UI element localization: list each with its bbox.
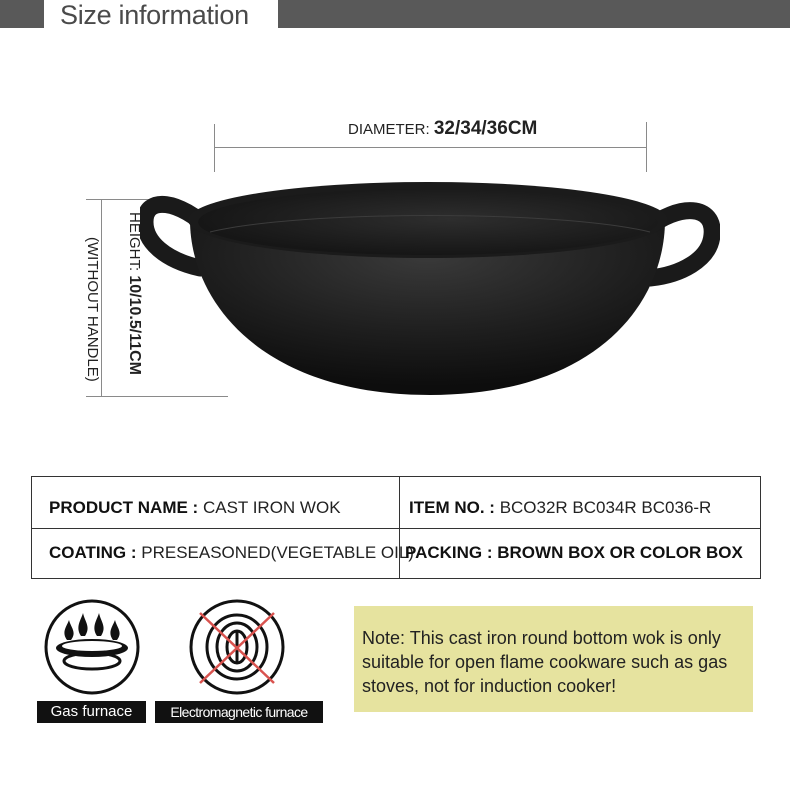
gas-burner-icon <box>37 598 151 698</box>
table-divider-horizontal <box>32 528 760 529</box>
usage-note: Note: This cast iron round bottom wok is only suitable for open flame cookware such as gas stoves, not for induction cooker! <box>354 606 753 712</box>
height-line <box>101 199 102 396</box>
spec-table <box>31 476 761 579</box>
height-value: 10/10.5/11CM <box>126 275 143 375</box>
header-bar-left <box>0 0 44 28</box>
diameter-tick-left <box>214 124 215 172</box>
gas-furnace-caption: Gas furnace <box>37 701 146 723</box>
header-bar-right <box>278 0 790 28</box>
page-title: Size information <box>60 0 249 30</box>
item-no-cell: ITEM NO. : BCO32R BC034R BC036-R <box>409 498 712 517</box>
diameter-line <box>214 147 646 148</box>
induction-coil-crossed-icon <box>178 598 296 698</box>
diameter-value: 32/34/36CM <box>433 118 538 139</box>
product-name-cell: PRODUCT NAME : CAST IRON WOK <box>49 498 341 517</box>
packing-cell: PACKING : BROWN BOX OR COLOR BOX <box>405 543 743 562</box>
coating-cell: COATING : PRESEASONED(VEGETABLE OIL) <box>49 543 414 562</box>
height-note: (WITHOUT HANDLE) <box>84 237 101 382</box>
height-label: HEIGHT: 10/10.5/11CM <box>126 212 143 375</box>
diameter-tick-right <box>646 122 647 172</box>
induction-furnace-caption: Electromagnetic furnace <box>155 701 323 723</box>
wok-image <box>140 180 720 400</box>
diameter-label: DIAMETER: 32/34/36CM <box>348 118 538 139</box>
